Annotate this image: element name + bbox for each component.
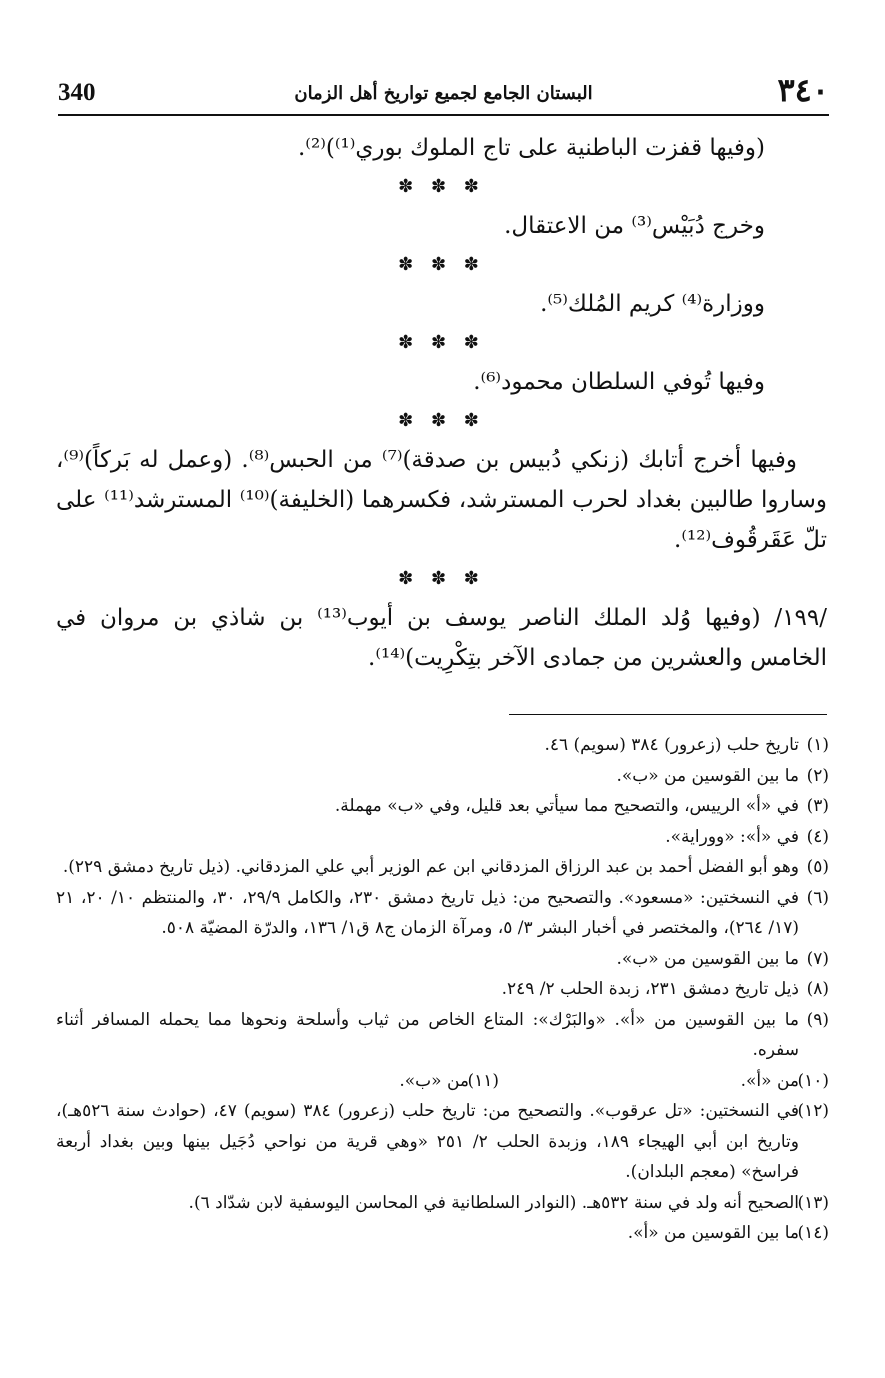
paragraph-3: ووزارة⁽⁴⁾ كريم المُلك⁽⁵⁾. — [540, 291, 765, 317]
paragraph-2: وخرج دُبَيْس⁽³⁾ من الاعتقال. — [504, 213, 765, 239]
page-header — [58, 71, 829, 116]
footnote-number: (٣) — [806, 796, 829, 816]
footnote-number: (١٠) — [797, 1070, 829, 1091]
footnote-text: ما بين القوسين من «أ». «والبَرْك»: المتاع الخاص من ثياب وأسلحة ونحوها مما يحمله المسافر أثناء سفره. — [56, 1009, 799, 1060]
footnote-number: (١٤) — [797, 1223, 829, 1243]
footnote-text: ما بين القوسين من «أ». — [627, 1223, 799, 1243]
footnote-text: من «أ». — [740, 1070, 799, 1091]
footnote-number: (١٣) — [797, 1192, 829, 1213]
footnote — [56, 944, 829, 975]
footnote-text: وهو أبو الفضل أحمد بن عبد الرزاق المزدقاني ابن عم الوزير أبي علي المزدقاني. (ذيل تاريخ دمشق ٢٢٩). — [62, 857, 799, 877]
main-text — [56, 128, 827, 678]
section-separator: ✽ ✽ ✽ — [398, 254, 485, 275]
footnote-text: في النسختين: «تل عرقوب». والتصحيح من: تاريخ حلب (زعرور) ٣٨٤ (سويم) ٤٧، (حوادث سنة ٥٢٦هـ)، وتاريخ ابن أبي الهيجاء ١٨٩، وزبدة الحلب ٢/ ٢٥١ «وهي قرية من نواحي دُجَيل بينها وبين بغداد أربعة فراسخ» (معجم البلدان). — [56, 1101, 799, 1182]
footnote — [56, 1218, 829, 1249]
footnote-text: في النسختين: «مسعود». والتصحيح من: ذيل تاريخ دمشق ٢٣٠، والكامل ٢٩/٩، ٣٠، والمنتظم ١٠/ ٢٠، ٢١ (١٧/ ٢٦٤)، والمختصر في أخبار البشر ٣/ ٥، ومرآة الزمان ج٨ ق١/ ١٣٦، والدرّة المضيّة ٥٠٨. — [56, 887, 800, 938]
footnote-row — [56, 1066, 829, 1097]
footnote — [499, 1066, 829, 1097]
section-separator: ✽ ✽ ✽ — [398, 176, 485, 197]
footnote-number: (٥) — [806, 857, 829, 877]
footnote — [56, 730, 829, 761]
footnote — [56, 974, 829, 1005]
footnote-number: (٧) — [806, 948, 829, 969]
footnote-text: في «أ» الرييس، والتصحيح مما سيأتي بعد قليل، وفي «ب» مهملة. — [334, 796, 799, 816]
footnote — [56, 1005, 829, 1066]
footnote-text: الصحيح أنه ولد في سنة ٥٣٢هـ. (النوادر السلطانية في المحاسن اليوسفية لابن شدّاد ٦). — [188, 1192, 799, 1213]
footnote — [56, 761, 829, 792]
footnote — [56, 883, 829, 944]
paragraph-1: (وفيها قفزت الباطنية على تاج الملوك بوري⁽¹⁾)⁽²⁾. — [298, 135, 765, 161]
paragraph-4: وفيها تُوفي السلطان محمود⁽⁶⁾. — [473, 369, 765, 395]
footnote-number: (٦) — [806, 887, 829, 908]
section-separator: ✽ ✽ ✽ — [398, 332, 485, 353]
paragraph-6: /١٩٩/ (وفيها وُلد الملك الناصر يوسف بن أيوب⁽¹³⁾ بن شاذي بن مروان في الخامس والعشرين من جمادى الآخر بتِكْرِيت)⁽¹⁴⁾. — [56, 605, 827, 671]
page-number-arabic: ٣٤٠ — [777, 71, 829, 109]
footnote — [56, 791, 829, 822]
footnote-text: في «أ»: «ووراية». — [665, 826, 799, 847]
footnote-text: تاريخ حلب (زعرور) ٣٨٤ (سويم) ٤٦. — [544, 735, 799, 755]
footnotes — [56, 730, 829, 1249]
footnote-text: من «ب». — [399, 1070, 469, 1091]
section-separator: ✽ ✽ ✽ — [398, 568, 485, 589]
footnote — [56, 1096, 829, 1188]
footnote — [56, 1188, 829, 1219]
footnote — [56, 852, 829, 883]
footnote-number: (١٢) — [797, 1101, 829, 1121]
running-title: البستان الجامع لجميع تواريخ أهل الزمان — [294, 83, 593, 104]
footnote-number: (٨) — [806, 979, 829, 999]
footnote — [169, 1066, 499, 1097]
footnote-text: ما بين القوسين من «ب». — [616, 948, 799, 969]
footnote-rule — [509, 714, 827, 715]
footnote-number: (٢) — [806, 765, 829, 786]
footnote-number: (٩) — [806, 1009, 829, 1030]
footnote-text: ذيل تاريخ دمشق ٢٣١، زبدة الحلب ٢/ ٢٤٩. — [501, 979, 799, 999]
footnote — [56, 822, 829, 853]
footnote-text: ما بين القوسين من «ب». — [616, 765, 799, 786]
footnote-number: (١١) — [467, 1070, 499, 1091]
section-separator: ✽ ✽ ✽ — [398, 410, 485, 431]
footnote-number: (١) — [806, 735, 829, 755]
footnote-number: (٤) — [806, 826, 829, 847]
paragraph-5: وفيها أخرج أتابك (زنكي دُبيس بن صدقة)⁽⁷⁾ من الحبس⁽⁸⁾. (وعمل له بَركاً)⁽⁹⁾، وساروا طالبين بغداد لحرب المسترشد، فكسرهما (الخليفة)⁽¹⁰⁾ المسترشد⁽¹¹⁾ على تلّ عَقَرقُوف⁽¹²⁾. — [56, 447, 828, 553]
page-number-latin: 340 — [58, 79, 96, 106]
